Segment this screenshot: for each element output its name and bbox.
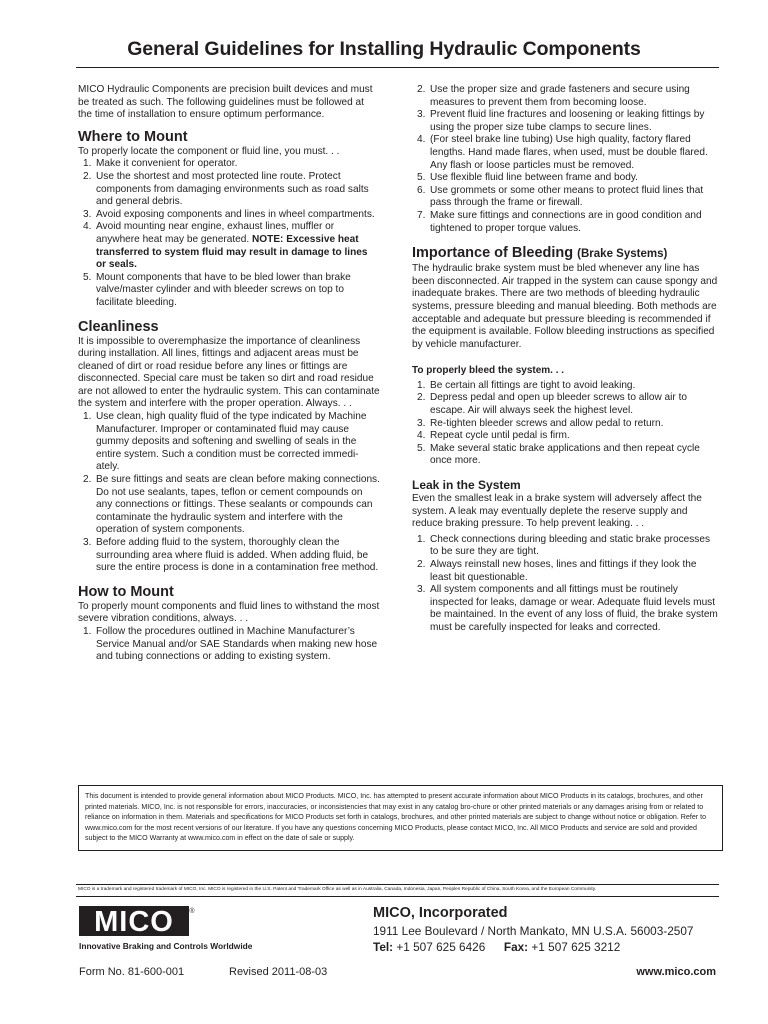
list-item: 3. Re-tighten bleeder screws and allow pedal to return. <box>417 417 664 429</box>
list-item: 2. Always reinstall new hoses, lines and fittings if they look the least bit questionable. <box>417 559 697 583</box>
tagline: Innovative Braking and Controls Worldwide <box>79 941 253 951</box>
trademark-notice: MICO is a trademark and registered trademark of MICO, Inc. MICO is registered in the U.S. Patent and Trademark Office as well as in Australia, Canada, Indonesia, Japan, Peoples Republic of China, South Korea, and the European Community. <box>78 887 597 892</box>
list-item: 3. Prevent fluid line fractures and loosening or leaking fittings by using the proper size tube clamps to secure lines. <box>417 109 705 133</box>
mico-logo <box>79 906 195 936</box>
list-item: 3. Before adding fluid to the system, thoroughly clean the surrounding area where fluid is added. When adding fluid, be sure the entire process is done in a contamination free method. <box>83 537 379 574</box>
bleeding-paragraph: The hydraulic brake system must be bled whenever any line has been disconnected. Air trapped in the system can cause spongy and inadequate brakes. There are two methods of bleeding hydraulic systems, pressure bleeding and manual bleeding. Both methods are acceptable and adequate but pressure bleeding is recommended if the equipment is available. Follow bleeding instructions as specified by vehicle manufacturer. <box>412 263 718 350</box>
list-item: 6. Use grommets or some other means to protect fluid lines that pass through the frame or firewall. <box>417 184 704 209</box>
how-to-mount-heading: How to Mount <box>78 583 174 600</box>
list-item: 1. Make it convenient for operator. <box>83 158 238 170</box>
list-item: 2. Be sure fittings and seats are clean before making connections. Do not use sealants, tapes, teflon or cement compounds on any connections or fittings. These sealants or compounds can contaminate the hydraulic system and interfere with the operation of system components. <box>83 474 380 536</box>
list-item: 5. Mount components that have to be bled lower than brake valve/master cylinder and with bleeder screws on top to facilitate bleeding. <box>83 271 351 308</box>
list-item: 3. Avoid exposing components and lines in wheel compartments. <box>83 208 375 220</box>
bleeding-lead: To properly bleed the system. . . <box>412 365 565 377</box>
list-item: 5. Make several static brake applications and then repeat cycle once more. <box>417 442 700 467</box>
where-to-mount-heading: Where to Mount <box>78 128 188 145</box>
list-item: 2. Use the proper size and grade fasteners and secure using measures to prevent them from becoming loose. <box>417 84 690 108</box>
fax-number: +1 507 625 3212 <box>531 940 621 954</box>
list-item: 2. Depress pedal and open up bleeder screws to allow air to escape. Air will always seek the highest level. <box>417 392 687 417</box>
where-to-mount-lead: To properly locate the component or fluid line, you must. . . <box>78 145 340 157</box>
list-item: 1. Be certain all fittings are tight to avoid leaking. <box>417 379 636 391</box>
leak-lead: Even the smallest leak in a brake system will adversely affect the system. A leak may eventually deplete the reserve supply and reduce braking pressure. To help prevent leaking. . . <box>412 493 702 530</box>
leak-list <box>412 534 718 635</box>
leak-heading: Leak in the System <box>412 478 521 493</box>
disclaimer-box: This document is intended to provide general information about MICO Products. MICO, Inc. has attempted to present accurate information about MICO Products in its catalogs, brochures, and other printed materials. MICO, Inc. is not responsible for errors, inaccuracies, or inconsistencies that may exist in any catalog bro-chure or other printed materials or any damages arising from or related to reliance on information in them. Materials and specifications for MICO Products set forth in catalogs, brochures, and other printed materials are subject to change without notice or obligation. Refer to www.mico.com for the most recent versions of our literature. If you have any questions concerning MICO Products, please contact MICO, Inc. All MICO Products and service are sold and provided subject to the MICO Warranty at www.mico.com in effect on the date of sale or supply. <box>78 785 723 851</box>
where-to-mount-list <box>78 158 380 309</box>
fax-label: Fax: <box>503 940 529 954</box>
how-to-mount-list <box>78 626 380 664</box>
list-item: 1. Follow the procedures outlined in Machine Manufacturer’s Service Manual and/or SAE Standards when making new hose and tubing connections or adding to existing system. <box>83 625 378 663</box>
list-item: 4. Avoid mounting near engine, exhaust lines, muffler or anywhere heat may be generated. NOTE: Excessive heat transferred to system fluid may result in damage to lines or seals. <box>83 221 368 271</box>
cleanliness-heading: Cleanliness <box>78 318 159 335</box>
page-title: General Guidelines for Installing Hydraulic Components <box>127 38 641 60</box>
list-item: 5. Use flexible fluid line between frame and body. <box>417 172 638 184</box>
title-rule <box>76 67 719 68</box>
company-name: MICO, Incorporated <box>373 905 508 921</box>
heat-note: NOTE: Excessive heat transferred to system fluid may result in damage to lines or seals. <box>96 233 368 271</box>
registered-mark: ® <box>189 908 195 915</box>
list-item: 1. Use clean, high quality fluid of the type indicated by Machine Manufacturer. Improper or contaminated fluid may cause gummy deposits and softening and swelling of seals in the entire system. Such a condition must be corrected immedi-ately. <box>83 411 367 473</box>
list-item: 3. All system components and all fittings must be routinely inspected for leaks, damage or wear. Adequate fluid levels must be maintained. In the event of any loss of fluid, the brake system must be carefully inspected for leaks and corrected. <box>417 584 718 633</box>
list-item: 1. Check connections during bleeding and static brake processes to be sure they are tight. <box>417 533 710 558</box>
bleeding-heading: Importance of Bleeding (Brake Systems) <box>412 245 668 262</box>
tel-number: +1 507 625 6426 <box>396 940 486 954</box>
intro-paragraph: MICO Hydraulic Components are precision built devices and must be treated as such. The following guidelines must be followed at the time of installation to ensure optimum performance. <box>78 84 373 121</box>
right-column <box>412 84 718 635</box>
tel-label: Tel: <box>373 940 394 954</box>
bleeding-list <box>412 380 718 468</box>
cleanliness-list <box>78 411 380 575</box>
list-item: 2. Use the shortest and most protected line route. Protect components from damaging environments such as road salts and general debris. <box>83 170 369 208</box>
logo-text: MICO <box>94 906 174 936</box>
form-number: Form No. 81-600-001 <box>79 966 185 978</box>
how-to-mount-list-continued <box>412 84 718 235</box>
footer-rule-bottom <box>76 896 719 897</box>
list-item: 7. Make sure fittings and connections are in good condition and tightened to proper torque values. <box>417 209 702 234</box>
left-column <box>78 84 380 664</box>
list-item: 4. Repeat cycle until pedal is firm. <box>417 430 570 442</box>
cleanliness-lead: It is impossible to overemphasize the importance of cleanliness during installation. All lines, fittings and adjacent areas must be cleaned of dirt or road residue before any lines or fittings are disconnected. Special care must be taken so dirt and road residue are not allowed to enter the hydraulic system. This can contaminate the system and interfere with the proper operation. Always. . . <box>78 335 380 410</box>
list-item: 4. (For steel brake line tubing) Use high quality, factory flared lengths. Hand made flares, when used, must be double flared. Any flash or loose particles must be removed. <box>417 134 708 171</box>
footer-rule-top <box>76 884 719 885</box>
revision-date: Revised 2011-08-03 <box>229 966 328 978</box>
company-address: 1911 Lee Boulevard / North Mankato, MN U.S.A. 56003-2507 <box>373 924 694 938</box>
website-link[interactable]: www.mico.com <box>636 966 716 978</box>
contact-phones <box>373 940 620 954</box>
how-to-mount-lead: To properly mount components and fluid lines to withstand the most severe vibration conditions, always. . . <box>78 600 380 625</box>
bleeding-heading-sub: (Brake Systems) <box>577 248 668 261</box>
